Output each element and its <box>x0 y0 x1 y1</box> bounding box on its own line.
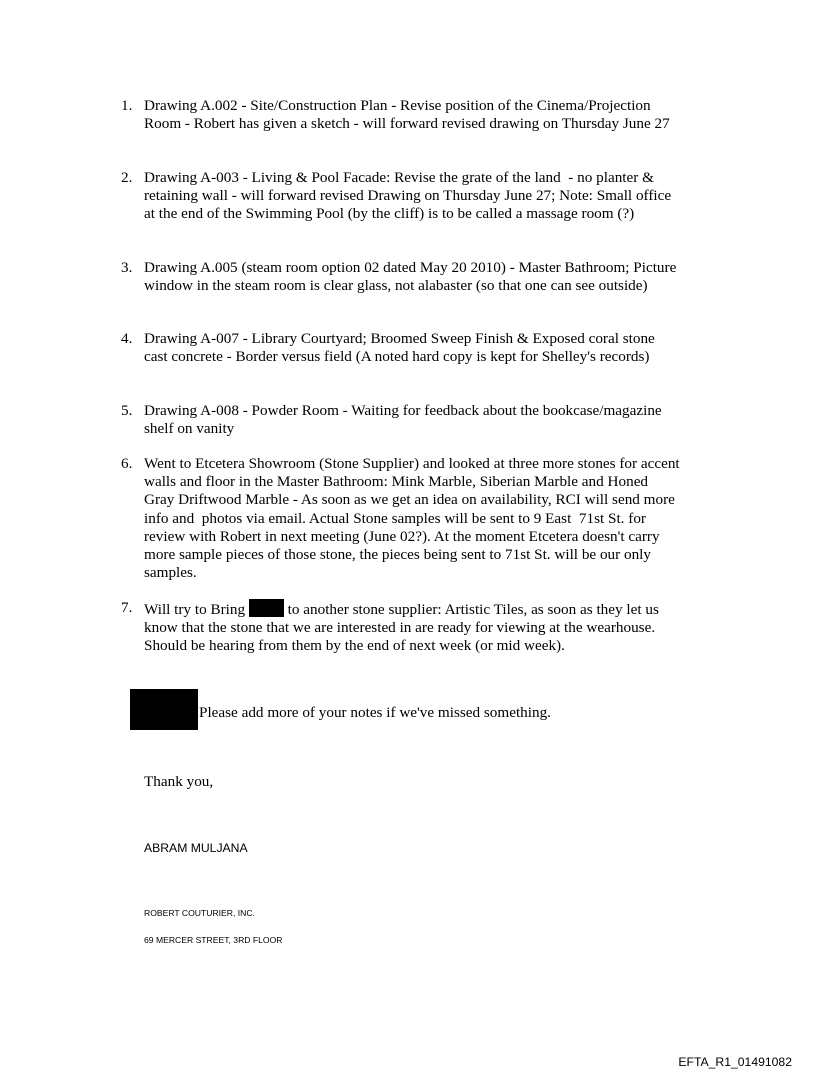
item-text-after: to another stone supplier: Artistic Tiles, as soon as they let us know that the stone that we are interested in are ready for viewing at the wearhouse. Should be hearing from them by the end of next week (or mid week). <box>144 601 663 655</box>
list-item <box>121 259 681 295</box>
item-text: Drawing A-007 - Library Courtyard; Broomed Sweep Finish & Exposed coral stone cast concrete - Border versus field (A noted hard copy is kept for Shelley's records) <box>144 330 659 366</box>
item-number: 2. <box>121 169 133 186</box>
item-number: 7. <box>121 599 133 616</box>
item-number: 1. <box>121 97 133 114</box>
item-number: 4. <box>121 330 133 347</box>
redaction-box <box>130 689 198 730</box>
signature-company: ROBERT COUTURIER, INC. <box>144 908 255 918</box>
signature-name: ABRAM MULJANA <box>144 841 248 855</box>
item-text-before: Will try to Bring <box>144 601 249 618</box>
redaction-box <box>249 599 284 617</box>
item-text: Drawing A.005 (steam room option 02 dated May 20 2010) - Master Bathroom; Picture window in the steam room is clear glass, not alabaster (so that one can see outside) <box>144 259 681 295</box>
signature-address: 69 MERCER STREET, 3RD FLOOR <box>144 935 283 945</box>
item-text: Drawing A.002 - Site/Construction Plan - Revise position of the Cinema/Projection Room - Robert has given a sketch - will forward revised drawing on Thursday June 27 <box>144 97 670 133</box>
item-text: Went to Etcetera Showroom (Stone Supplier) and looked at three more stones for accent walls and floor in the Master Bathroom: Mink Marble, Siberian Marble and Honed Gray Driftwood Marble - As soon as we get an idea on availability, RCI will send more info and photos via email. Actual Stone samples will be sent to 9 East 71st St. for review with Robert in next meeting (June 02?). At the moment Etcetera doesn't carry more sample pieces of those stone, the pieces being sent to 71st St. will be our only samples. <box>144 455 684 582</box>
list-item <box>121 402 681 438</box>
list-item <box>121 599 681 656</box>
closing-note: Please add more of your notes if we've missed something. <box>199 704 551 721</box>
thanks-line: Thank you, <box>144 773 214 790</box>
list-item <box>121 169 681 224</box>
item-number: 5. <box>121 402 133 419</box>
item-number: 6. <box>121 455 133 472</box>
list-item <box>121 330 681 366</box>
document-id: EFTA_R1_01491082 <box>678 1055 792 1069</box>
item-text: Drawing A-008 - Powder Room - Waiting for feedback about the bookcase/magazine shelf on vanity <box>144 402 666 438</box>
list-item <box>121 97 681 133</box>
item-number: 3. <box>121 259 133 276</box>
item-text: Drawing A-003 - Living & Pool Facade: Revise the grate of the land - no planter & retaining wall - will forward revised Drawing on Thursday June 27; Note: Small office at the end of the Swimming Pool (by the cliff) is to be called a massage room (?) <box>144 169 675 223</box>
item-text <box>144 599 681 656</box>
list-item <box>121 455 684 582</box>
